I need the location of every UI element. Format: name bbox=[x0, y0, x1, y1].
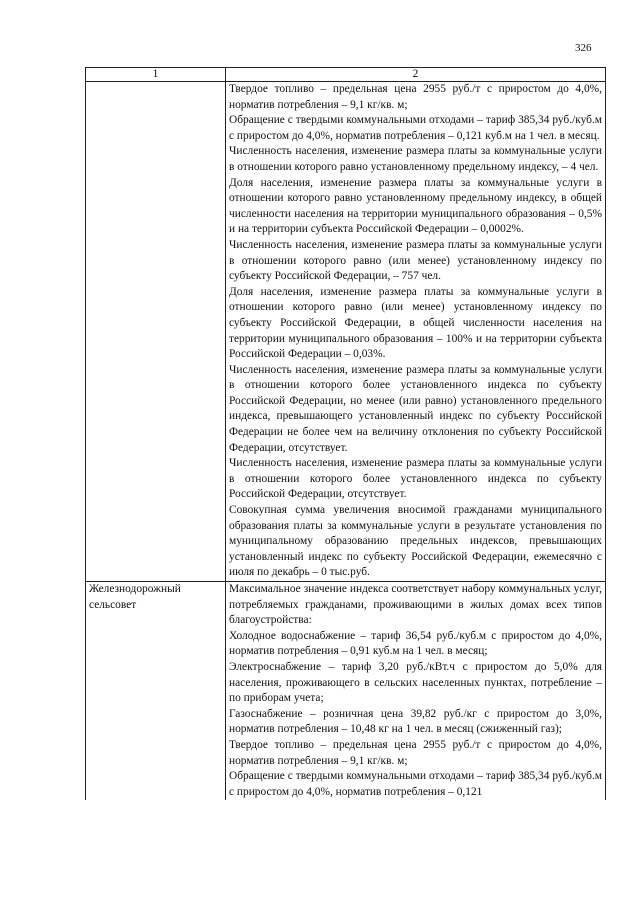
row2-col1: Железнодорожный сельсовет bbox=[86, 582, 226, 801]
row1-paragraph: Доля населения, изменение размера платы за коммунальные услуги в отношении которого равно установленному предельному индексу, в общей численности населения на территории муниципального образования – 0,5% и на территории субъекта Российской Федерации – 0,0002%. bbox=[229, 176, 602, 236]
row2-paragraph: Твердое топливо – предельная цена 2955 руб./т с приростом до 4,0%, норматив потребления – 9,1 кг/кв. м; bbox=[229, 738, 602, 767]
table-row bbox=[86, 582, 606, 801]
row1-paragraph: Доля населения, изменение размера платы за коммунальные услуги в отношении которого равно (или менее) установленному индексу по субъекту Российской Федерации, в общей численности населения на территории муниципального образования – 100% и на территории субъекта Российской Федерации – 0,03%. bbox=[229, 285, 602, 361]
row1-paragraph: Численность населения, изменение размера платы за коммунальные услуги в отношении которого более установленного индекса по субъекту Российской Федерации, но менее (или равно) установленного предельного индекса, превышающего установленный индекс по субъекту Российской Федерации не более чем на величину отклонения по субъекту Российской Федерации, отсутствует. bbox=[229, 363, 602, 454]
data-table bbox=[85, 67, 606, 800]
page-number: 326 bbox=[575, 42, 592, 54]
row1-paragraph: Твердое топливо – предельная цена 2955 руб./т с приростом до 4,0%, норматив потребления – 9,1 кг/кв. м; bbox=[229, 83, 602, 111]
table-row bbox=[86, 82, 606, 582]
row2-paragraph: Холодное водоснабжение – тариф 36,54 руб./куб.м с приростом до 4,0%, норматив потребления – 0,91 куб.м на 1 чел. в месяц; bbox=[229, 629, 602, 658]
row2-paragraph: Газоснабжение – розничная цена 39,82 руб./кг с приростом до 3,0%, норматив потребления – 10,48 кг на 1 чел. в месяц (сжиженный газ); bbox=[229, 707, 602, 736]
row1-col1 bbox=[86, 82, 226, 582]
row1-paragraph: Обращение с твердыми коммунальными отходами – тариф 385,34 руб./куб.м с приростом до 4,0%, норматив потребления – 0,121 куб.м на 1 чел. в месяц. bbox=[229, 114, 602, 142]
row2-paragraph: Электроснабжение – тариф 3,20 руб./кВт.ч с приростом до 5,0% для населения, проживающего в сельских населенных пунктах, потребление – по приборам учета; bbox=[229, 660, 602, 705]
header-cell-1: 1 bbox=[86, 68, 226, 82]
row2-paragraph: Обращение с твердыми коммунальными отходами – тариф 385,34 руб./куб.м с приростом до 4,0%, норматив потребления – 0,121 bbox=[229, 770, 602, 798]
row1-paragraph: Численность населения, изменение размера платы за коммунальные услуги в отношении которого более установленного индекса по субъекту Российской Федерации, отсутствует. bbox=[229, 457, 602, 501]
row1-col2 bbox=[226, 82, 606, 582]
row1-paragraph: Совокупная сумма увеличения вносимой гражданами муниципального образования платы за коммунальные услуги в результате установления по муниципальному образованию предельных индексов, превышающих установленный индекс по субъекту Российской Федерации, ежемесячно с июля по декабрь – 0 тыс.руб. bbox=[229, 504, 602, 579]
header-cell-2: 2 bbox=[226, 68, 606, 82]
row2-paragraph: Максимальное значение индекса соответствует набору коммунальных услуг, потребляемых гражданами, проживающими в жилых домах всех типов благоустройства: bbox=[229, 583, 602, 627]
row2-col2 bbox=[226, 582, 606, 801]
table-header-row bbox=[86, 68, 606, 82]
row1-paragraph: Численность населения, изменение размера платы за коммунальные услуги в отношении которого равно установленному предельному индексу, – 4 чел. bbox=[229, 145, 602, 173]
row1-paragraph: Численность населения, изменение размера платы за коммунальные услуги в отношении которого равно (или менее) установленному индексу по субъекту Российской Федерации, – 757 чел. bbox=[229, 238, 602, 283]
